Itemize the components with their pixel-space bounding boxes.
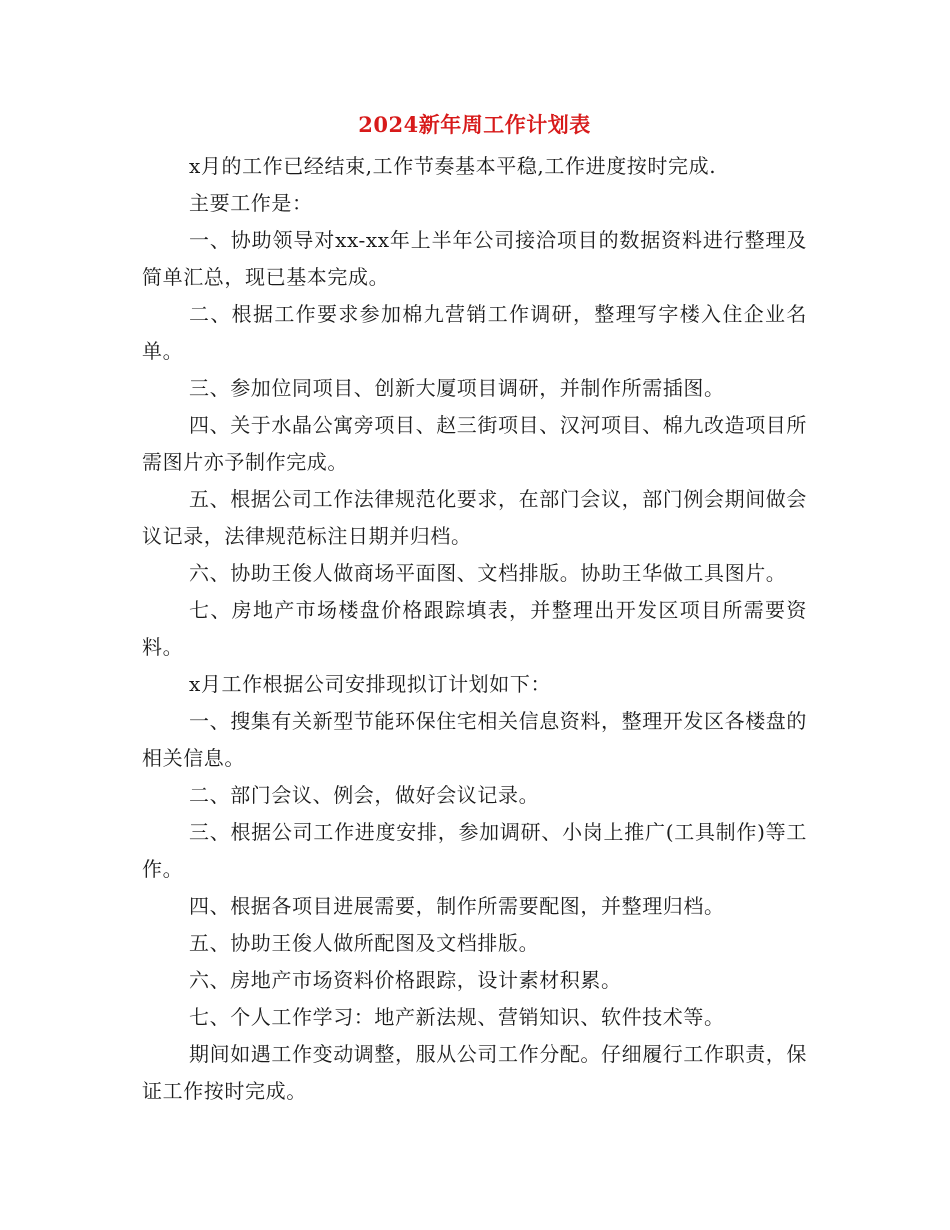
paragraph: 主要工作是： [189, 191, 313, 215]
paragraph: 六、协助王俊人做商场平面图、文档排版。协助王华做工具图片。 [189, 561, 787, 585]
paragraph: 四、关于水晶公寓旁项目、赵三街项目、汉河项目、棉九改造项目所需图片亦予制作完成。 [142, 413, 807, 474]
paragraph: 三、参加位同项目、创新大厦项目调研，并制作所需插图。 [189, 376, 725, 400]
paragraph: 七、个人工作学习：地产新法规、营销知识、软件技术等。 [189, 1005, 725, 1029]
paragraph: 三、根据公司工作进度安排，参加调研、小岗上推广(工具制作)等工作。 [142, 820, 807, 881]
paragraph: 二、根据工作要求参加棉九营销工作调研，整理写字楼入住企业名单。 [142, 302, 807, 363]
paragraph: 六、房地产市场资料价格跟踪，设计素材积累。 [189, 968, 622, 992]
paragraph: 期间如遇工作变动调整，服从公司工作分配。仔细履行工作职责，保证工作按时完成。 [142, 1042, 807, 1103]
paragraph: 二、部门会议、例会，做好会议记录。 [189, 783, 540, 807]
paragraph: 四、根据各项目进展需要，制作所需要配图，并整理归档。 [189, 894, 725, 918]
paragraph: x月的工作已经结束,工作节奏基本平稳,工作进度按时完成. [189, 154, 717, 178]
paragraph: 一、搜集有关新型节能环保住宅相关信息资料，整理开发区各楼盘的相关信息。 [142, 709, 807, 770]
paragraph: 五、协助王俊人做所配图及文档排版。 [189, 931, 540, 955]
document-page [142, 110, 807, 1110]
paragraph: 七、房地产市场楼盘价格跟踪填表，并整理出开发区项目所需要资料。 [142, 598, 807, 659]
document-title: 2024新年周工作计划表 [358, 112, 591, 137]
paragraph: 五、根据公司工作法律规范化要求，在部门会议，部门例会期间做会议记录，法律规范标注日期并归档。 [142, 487, 807, 548]
paragraph: x月工作根据公司安排现拟订计划如下： [189, 672, 552, 696]
paragraph: 一、协助领导对xx-xx年上半年公司接洽项目的数据资料进行整理及简单汇总，现已基本完成。 [142, 228, 807, 289]
